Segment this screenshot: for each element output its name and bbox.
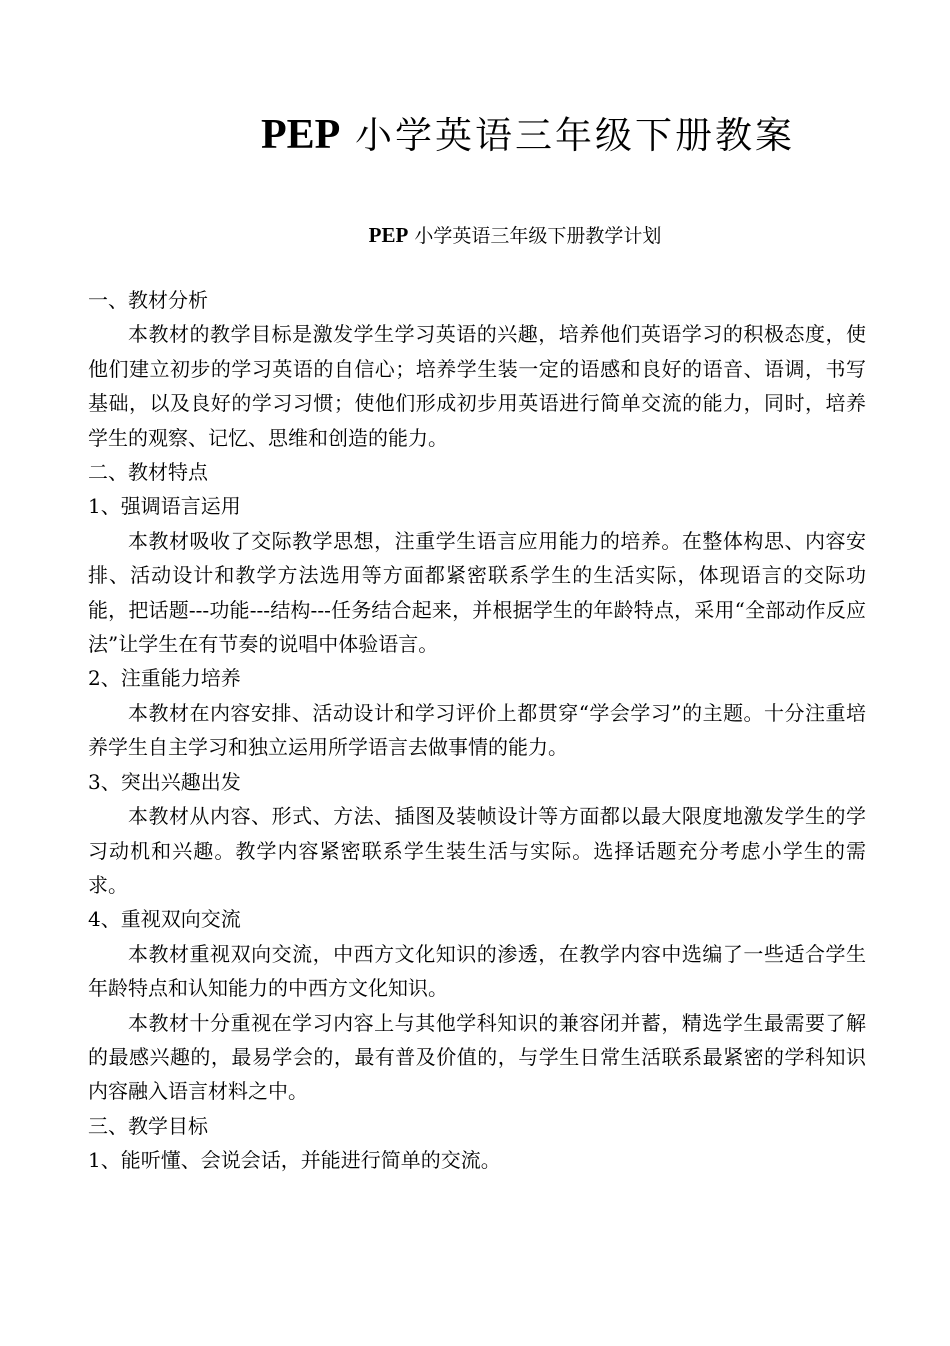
title-latin: PEP: [260, 112, 341, 158]
body-paragraph: 本教材的教学目标是激发学生学习英语的兴趣，培养他们英语学习的积极态度，使他们建立初步的学习英语的自信心；培养学生装一定的语感和良好的语音、语调，书写基础，以及良好的学习习惯；使他们形成初步用英语进行简单交流的能力，同时，培养学生的观察、记忆、思维和创造的能力。: [88, 322, 866, 450]
document-title: [0, 108, 950, 163]
document-body: [88, 283, 866, 1178]
subtitle-cjk: 小学英语三年级下册教学计划: [414, 225, 662, 247]
title-cjk: 小学英语三年级下册教案: [355, 114, 796, 157]
section-heading: 二、教材特点: [88, 460, 208, 485]
section-heading: 三、教学目标: [88, 1113, 208, 1138]
section-heading: 1、能听懂、会说会话，并能进行简单的交流。: [88, 1148, 501, 1173]
section-heading: 4、重视双向交流: [88, 907, 241, 932]
subtitle-latin: PEP: [368, 223, 409, 247]
section-heading: 一、教材分析: [88, 288, 208, 312]
section-heading: 2、注重能力培养: [88, 666, 241, 691]
body-paragraph: 本教材在内容安排、活动设计和学习评价上都贯穿“学会学习”的主题。十分注重培养学生自主学习和独立运用所学语言去做事情的能力。: [88, 700, 866, 760]
document-subtitle: [0, 220, 950, 251]
body-paragraph: 本教材吸收了交际教学思想，注重学生语言应用能力的培养。在整体构思、内容安排、活动设计和教学方法选用等方面都紧密联系学生的生活实际，体现语言的交际功能，把话题---功能---结构---任务结合起来，并根据学生的年龄特点，采用“全部动作反应法”让学生在有节奏的说唱中体验语言。: [88, 528, 866, 657]
section-heading: 1、强调语言运用: [88, 494, 241, 519]
body-paragraph: 本教材十分重视在学习内容上与其他学科知识的兼容闭并蓄，精选学生最需要了解的最感兴趣的，最易学会的，最有普及价值的，与学生日常生活联系最紧密的学科知识内容融入语言材料之中。: [88, 1010, 866, 1104]
body-paragraph: 本教材从内容、形式、方法、插图及装帧设计等方面都以最大限度地激发学生的学习动机和兴趣。教学内容紧密联系学生装生活与实际。选择话题充分考虑小学生的需求。: [88, 804, 866, 897]
body-paragraph: 本教材重视双向交流，中西方文化知识的渗透，在教学内容中选编了一些适合学生年龄特点和认知能力的中西方文化知识。: [88, 941, 866, 1001]
section-heading: 3、突出兴趣出发: [88, 769, 241, 794]
